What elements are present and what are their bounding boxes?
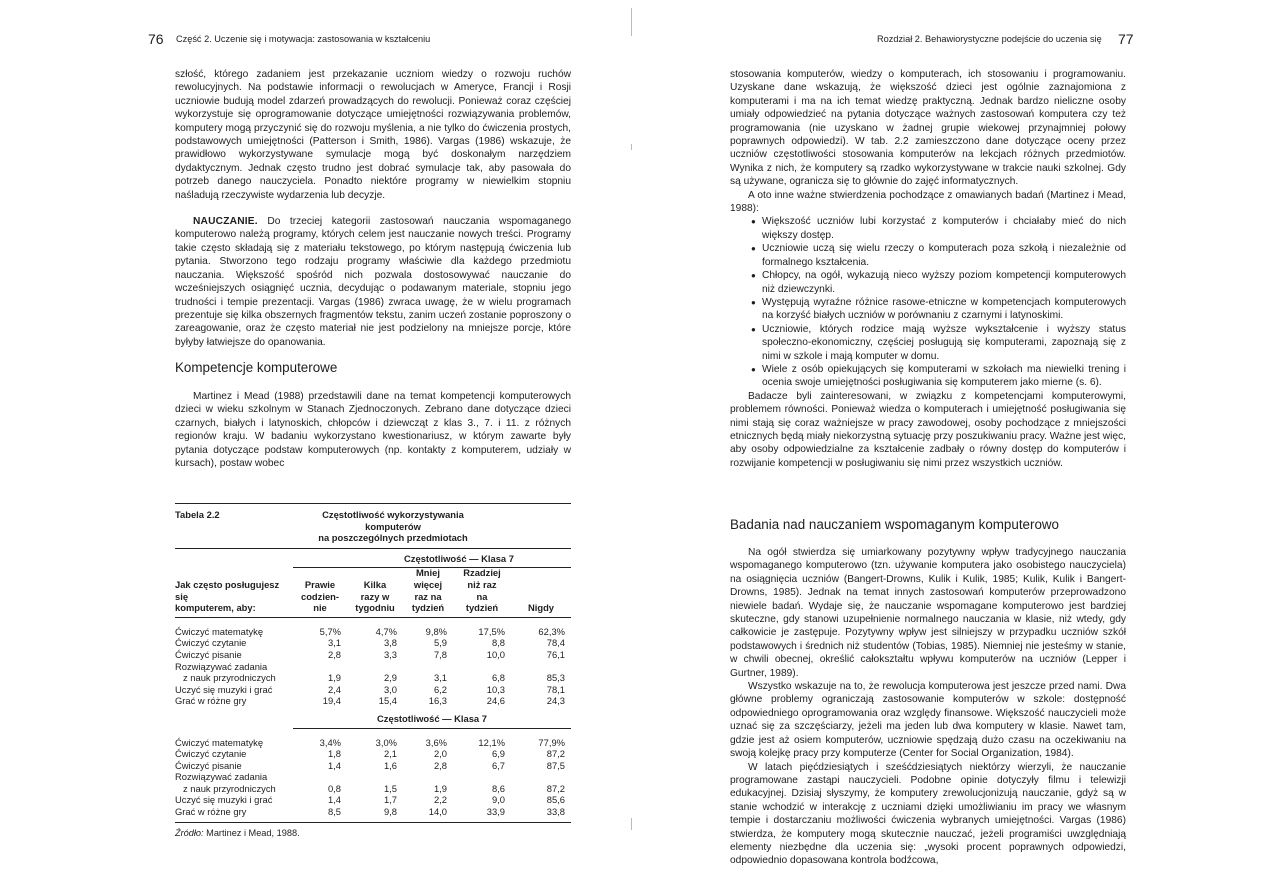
table-header-row [175,567,571,616]
bullet-icon: ● [751,364,756,374]
list-item [730,215,1126,242]
table-source [175,828,571,840]
table-cell: 2,8 [327,648,341,660]
table-cell: 14,0 [428,806,447,818]
table-row-label: Grać w różne gry [175,806,247,818]
table-cell: 87,2 [546,748,565,760]
table-row-label: Ćwiczyć matematykę [175,736,264,748]
paragraph: stosowania komputerów, wiedzy o komputerach, ich stosowaniu i programowaniu. Uzyskane dane wskazują, że większość dzieci jest ogólnie zaznajomiona z komputerami i ma na ich temat wiedzę praktyczną. Jednak bardzo nieliczne osoby umiały odpowiedzieć na pytania dotyczące ważnych zastosowań komputera czy też programowania (nie uzyskano w żadnej grupie wiekowej przynajmniej połowy poprawnych odpowiedzi). W tab. 2.2 zamieszczono dane dotyczące oceny przez uczniów częstotliwości stosowania komputerów na lekcjach różnych przedmiotów. Wynika z nich, że komputery są rzadko wykorzystywane w trakcie nauki szkolnej. Gdy są używane, ogranicza się to głównie do zajęć informatycznych. [730,69,1126,188]
table-cell [453,771,511,783]
header-once-weekly [403,567,453,616]
bullet-icon: ● [751,217,756,227]
list-item [730,296,1126,323]
header-spacer [175,707,293,728]
table-cell [347,661,403,673]
header-line: razy w [360,590,390,602]
table-row-label: Grać w różne gry [175,695,247,707]
findings-list [730,215,1126,389]
table-cell: 2,4 [327,683,341,695]
table-cell: 3,3 [383,648,397,660]
table-header [175,549,571,568]
table-cell: 78,1 [546,683,565,695]
table-cell: 1,4 [327,759,341,771]
table-cell: 17,5% [478,625,505,637]
page-number-right: 77 [1118,31,1134,47]
paragraph: Martinez i Mead (1988) przedstawili dane na temat kompetencji komputerowych dzieci w wieku szkolnym w Stanach Zjednoczonych. Zebrano dane dotyczące dzieci czarnych, białych i latynoskich, chłopców i dziewcząt z klas 3., 7. i 11. z różnych regionów kraju. W badaniu wykorzystano kwestionariusz, w którym zawarte były pytania dotyczące podstaw komputerowych (np. kontakty z komputerem, udziały w kursach), postaw wobec [175,391,571,470]
table-cell: 0,8 [327,782,341,794]
keyword: NAUCZANIE. [193,216,258,228]
table-body-block2 [175,729,571,818]
paragraph-nauczanie [175,215,571,349]
header-never [511,567,571,616]
table-label: Tabela 2.2 [175,509,220,520]
table-cell: 3,0 [383,683,397,695]
table-cell: 8,8 [491,637,505,649]
table-title-line: Częstotliwość wykorzystywania komputerów [322,509,464,532]
header-line: niż raz [467,578,497,590]
table-cell [293,661,347,673]
table-cell: 33,9 [486,806,505,818]
table-row-label: Uczyć się muzyki i grać [175,683,273,695]
list-item [730,323,1126,363]
paragraph: szłość, którego zadaniem jest przekazanie uczniom wiedzy o rozwoju ruchów rewolucyjnych. Na podstawie informacji o rewolucjach w Ameryce, Francji i Rosji uczniowie budują model zdarzeń prowadzących do rewolucji. Ponieważ coraz częściej wykorzystuje się oprogramowanie dotyczące umiejętności rozwiązywania problemów, komputery mogą przyczynić się do rozwoju myślenia, a nie tylko do ćwiczenia prostych, podstawowych umiejętności (Patterson i Smith, 1986). Vargas (1986) wskazuje, że prawidłowo wykorzystywane symulacje mogą być doskonałym narzędziem dydaktycznym. Jednak często trudno jest dobrać symulacje tak, aby pasowała do potrzeb danego nauczyciela. Ponadto niektóre programy w niewielkim stopniu naśladują rzeczywiste wydarzenia lub decyzje. [175,69,571,201]
table-row-label: Uczyć się muzyki i grać [175,794,273,806]
table-cell: 9,0 [491,794,505,806]
header-frequency-class7: Częstotliwość — Klasa 7 [377,712,487,724]
table-cell: 1,4 [327,794,341,806]
table-row-label: z nauk przyrodniczych [183,782,276,794]
table-cell: 19,4 [322,695,341,707]
table-cell [347,771,403,783]
table-cell: 87,5 [546,759,565,771]
table-row-label: Ćwiczyć pisanie [175,759,242,771]
table-cell [511,771,571,783]
header-daily [293,567,347,616]
running-head-left: Część 2. Uczenie się i motywacja: zastosowania w kształceniu [176,34,431,44]
table-cell: 6,9 [491,748,505,760]
gutter-mark [631,8,632,36]
table-cell: 1,8 [327,748,341,760]
table-body-block1 [175,618,571,707]
paragraph: Wszystko wskazuje na to, że rewolucja komputerowa jest jeszcze przed nami. Dwa główne problemy ograniczają zastosowanie komputerów w szkole: dostępność odpowiedniego oprogramowania oraz względy finansowe. Większość nauczycieli może uznać się za szczęściarzy, jeżeli ma jeden lub dwa komputery w klasie. Nawet tam, gdzie jest aż osiem komputerów, uczniowie spędzają dużo czasu na oczekiwaniu na swoją kolejkę pracy przy komputerze (Center for Social Organization, 1984). [730,681,1126,760]
table-cell: 1,5 [383,782,397,794]
paragraph: Badacze byli zainteresowani, w związku z kompetencjami komputerowymi, problemem równości. Ponieważ wiedza o komputerach i umiejętność posługiwania się nimi stają się coraz ważniejsze w pracy zawodowej, osoby pochodzące z mniejszości etnicznych będą miały niekorzystną sytuację przy poszukiwaniu pracy. Ważne jest więc, aby osoby odpowiedzialne za kształcenie zadbały o równy dostęp do komputerów i rozwijanie kompetencji w posługiwaniu się nimi przez wszystkich uczniów. [730,390,1126,469]
paragraph: A oto inne ważne stwierdzenia pochodzące z omawianych badań (Martinez i Mead, 1988): [730,189,1126,215]
table-cell: 85,3 [546,672,565,684]
table-cell [293,771,347,783]
header-several-weekly [347,567,403,616]
header-line: na [476,590,488,602]
table-row-label: Ćwiczyć czytanie [175,748,247,760]
left-body-lower [175,390,571,470]
right-body-upper [730,68,1126,470]
table-cell [511,661,571,673]
header-line: codzien- [300,590,340,602]
header-line: Prawie [304,578,336,590]
list-item-text: Chłopcy, na ogół, wykazują nieco wyższy poziom kompetencji komputerowych niż dziewczynki. [762,270,1126,295]
table-cell: 5,7% [319,625,341,637]
header-line: nie [313,602,327,614]
list-item-text: Większość uczniów lubi korzystać z komputerów i chciałaby mieć do nich większy dostęp. [762,216,1126,241]
header-less-than-weekly [453,567,511,616]
table-cell: 1,6 [383,759,397,771]
source-label: Źródło: [175,827,204,838]
table-cell [403,661,453,673]
header-line: raz na [414,590,442,602]
list-item [730,363,1126,390]
table-cell: 3,4% [319,736,341,748]
table-cell: 10,3 [486,683,505,695]
header-line: Kilka [363,578,387,590]
table-rule-bottom [175,822,571,823]
list-item [730,242,1126,269]
table-cell: 15,4 [378,695,397,707]
table-cell: 2,8 [433,759,447,771]
bullet-icon: ● [751,297,756,307]
list-item [730,269,1126,296]
table-row-label: Ćwiczyć pisanie [175,648,242,660]
table-cell: 6,7 [491,759,505,771]
table-cell: 87,2 [546,782,565,794]
table-cell: 76,1 [546,648,565,660]
table-cell: 1,9 [433,782,447,794]
table-subheader [175,707,571,728]
table-cell: 2,1 [383,748,397,760]
table-cell [403,771,453,783]
table-cell: 24,3 [546,695,565,707]
table-cell: 7,8 [433,648,447,660]
bullet-icon: ● [751,324,756,334]
table-cell: 2,2 [433,794,447,806]
table-cell: 16,3 [428,695,447,707]
header-spacer [175,549,293,568]
table-row-label: Ćwiczyć matematykę [175,625,264,637]
bullet-icon: ● [751,244,756,254]
table-cell: 77,9% [538,736,565,748]
table-cell: 2,0 [433,748,447,760]
table-cell: 8,6 [491,782,505,794]
table-cell: 85,6 [546,794,565,806]
header-question [175,567,293,616]
paragraph-text: Do trzeciej kategorii zastosowań nauczania wspomaganego komputerowo należą programy, których celem jest nauczanie nowych treści. Programy takie często składają się z materiału tekstowego, po którym następują ćwiczenia lub pytania. Stworzono tego rodzaju programy właściwie dla każdego przedmiotu nauczania. Większość spośród nich pozwala dostosowywać nauczanie do wcześniejszych osiągnięć ucznia, decydując o podawanym materiale, stopniu jego trudności i tempie prezentacji. Vargas (1986) zwraca uwagę, że w wielu programach prezentuje się kilka obszernych fragmentów tekstu, zanim uczeń zostanie poproszony o zareagowanie, oraz że często materiał nie jest podzielony na mniejsze porcje, które byłyby łatwiejsze do opanowania. [175,216,571,348]
table-caption [175,504,571,548]
list-item-text: Występują wyraźne różnice rasowe-etniczne w kompetencjach komputerowych na korzyść białych uczniów w porównaniu z czarnymi i latynoskimi. [762,296,1126,322]
list-item-text: Wiele z osób opiekujących się komputerami w szkołach ma niewielki trening i ocenia swoje umiejętności posługiwania się komputerem jako mierne (s. 6). [762,363,1126,389]
header-line: tydzień [411,602,445,614]
table-cell: 3,6% [425,736,447,748]
table-2-2 [175,503,571,839]
header-line: komputerem, aby: [175,602,256,614]
table-cell: 24,6 [486,695,505,707]
table-row-label: Ćwiczyć czytanie [175,637,247,649]
right-body-lower [730,546,1126,868]
header-line: tygodniu [355,602,395,614]
table-row-label: z nauk przyrodniczych [183,672,276,684]
list-item-text: Uczniowie uczą się wielu rzeczy o komputerach poza szkołą i niezależnie od formalnego kształcenia. [762,243,1126,268]
table-title-line: na poszczególnych przedmiotach [318,532,468,544]
page-number-left: 76 [148,31,164,47]
gutter-mark [631,144,632,150]
header-line: Rzadziej [463,567,501,579]
table-cell: 6,8 [491,672,505,684]
bullet-icon: ● [751,271,756,281]
right-page [631,0,1262,894]
left-body-upper [175,68,571,349]
table-cell: 62,3% [538,625,565,637]
table-cell: 3,1 [327,637,341,649]
table-cell: 6,2 [433,683,447,695]
section-heading-kompetencje: Kompetencje komputerowe [175,360,338,375]
paragraph: Na ogół stwierdza się umiarkowany pozytywny wpływ tradycyjnego nauczania wspomaganego komputerowo (tzn. używanie komputera jako osobistego nauczyciela) na osiągnięcia uczniów (Bangert-Drowns, Kulik i Kulik, 1985; Kulik, Kulik i Bangert-Drowns, 1985). Jednak na temat innych zastosowań komputerów przeprowadzono niewiele badań. Wydaje się, że nauczanie wspomagane komputerowo jest bardziej skuteczne, gdy stanowi uzupełnienie normalnego nauczania w klasie, niż wtedy, gdy całkowicie je zastępuje. Pozytywny wpływ jest silniejszy w przypadku uczniów szkół podstawowych i średnich niż studentów (Tobias, 1985). Niemniej nie jesteśmy w stanie, w chwili obecnej, określić całokształtu wpływu komputerów na uczniów (Lepper i Gurtner, 1989). [730,547,1126,679]
table-cell: 9,8 [383,806,397,818]
header-frequency-class7: Częstotliwość — Klasa 7 [404,552,514,564]
list-item-text: Uczniowie, których rodzice mają wyższe wykształcenie i wyższy status społeczno-ekonomiczny, częściej posługują się komputerami, zapoznają się z nimi w szkole i mają komputer w domu. [762,323,1126,362]
table-cell: 3,1 [433,672,447,684]
table-cell: 12,1% [478,736,505,748]
table-cell: 2,9 [383,672,397,684]
header-line: więcej [413,578,443,590]
table-cell [453,661,511,673]
table-cell: 4,7% [375,625,397,637]
header-line: Jak często posługujesz się [175,578,280,602]
table-cell: 33,8 [546,806,565,818]
header-line: Nigdy [527,602,555,614]
table-cell: 8,5 [327,806,341,818]
table-cell: 10,0 [486,648,505,660]
header-line: Mniej [416,567,440,579]
table-row-label: Rozwiązywać zadania [175,660,268,672]
source-text: Martinez i Mead, 1988. [203,827,300,838]
paragraph: W latach pięćdziesiątych i sześćdziesiątych niektórzy wierzyli, że nauczanie programowane zastąpi nauczycieli. Podobne opinie dotyczyły filmu i telewizji edukacyjnej. Dzisiaj słyszymy, że komputery zrewolucjonizują nauczanie, gdyż są w stanie wchodzić w interakcję z uczniami dzięki umożliwianiu im pracy we własnym tempie i dostarczaniu możliwości ćwiczenia wybranych umiejętności. Vargas (1986) stwierdza, że komputery mogą skutecznie nauczać, jeżeli programiści uwzględniają elementy niezbędne dla uczenia się: „wysoki procent poprawnych odpowiedzi, odpowiednio dopasowana kontrola bodźcowa, [730,761,1126,867]
header-line: tydzień [465,602,499,614]
table-title [293,509,493,544]
gutter-mark [631,818,632,830]
table-cell: 5,9 [433,637,447,649]
section-heading-badania: Badania nad nauczaniem wspomaganym komputerowo [730,517,1060,532]
table-cell: 3,0% [375,736,397,748]
table-cell: 1,7 [383,794,397,806]
table-cell: 1,9 [327,672,341,684]
table-row-label: Rozwiązywać zadania [175,771,268,783]
table-cell: 78,4 [546,637,565,649]
table-cell: 3,8 [383,637,397,649]
running-head-right: Rozdział 2. Behawiorystyczne podejście do uczenia się [877,34,1102,44]
table-cell: 9,8% [425,625,447,637]
